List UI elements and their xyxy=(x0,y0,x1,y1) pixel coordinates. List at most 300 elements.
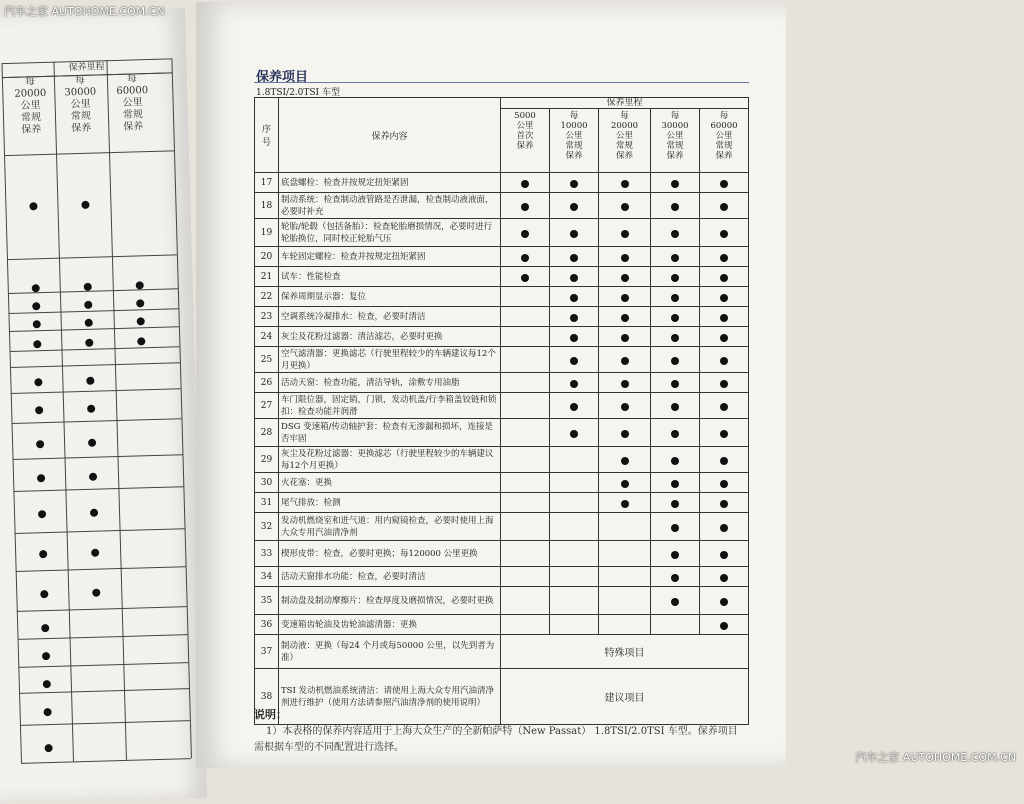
required-dot xyxy=(671,500,679,508)
table-row xyxy=(255,347,749,373)
required-dot xyxy=(621,254,629,262)
required-dot xyxy=(621,230,629,238)
interval-cell xyxy=(700,307,749,327)
row-content: 试车：性能检查 xyxy=(279,267,501,287)
left-required-dot xyxy=(42,652,50,660)
required-dot xyxy=(720,598,728,606)
required-dot xyxy=(720,430,728,438)
table-row xyxy=(255,669,749,725)
required-dot xyxy=(570,180,578,188)
watermark-top-left: 汽车之家 AUTOHOME.COM.CN xyxy=(4,5,165,18)
required-dot xyxy=(570,294,578,302)
interval-cell xyxy=(700,615,749,635)
interval-cell xyxy=(501,493,550,513)
left-required-dot xyxy=(35,406,43,414)
interval-cell xyxy=(700,247,749,267)
table-row xyxy=(255,635,749,669)
interval-cell xyxy=(550,373,599,393)
interval-cell xyxy=(501,567,550,587)
row-number: 38 xyxy=(255,669,279,725)
left-page xyxy=(0,8,207,804)
interval-cell xyxy=(550,287,599,307)
required-dot xyxy=(720,480,728,488)
row-number: 35 xyxy=(255,587,279,615)
left-required-dot xyxy=(89,473,97,481)
required-dot xyxy=(671,230,679,238)
row-content: 制动盘及制动摩擦片：检查厚度及磨损情况，必要时更换 xyxy=(279,587,501,615)
interval-cell xyxy=(550,393,599,419)
interval-cell xyxy=(599,513,651,541)
required-dot xyxy=(720,230,728,238)
left-required-dot xyxy=(32,284,40,292)
interval-cell xyxy=(550,419,599,447)
interval-cell xyxy=(651,373,700,393)
required-dot xyxy=(621,403,629,411)
interval-cell xyxy=(599,307,651,327)
row-content: 空气滤清器：更换滤芯（行驶里程较少的车辆建议每12个月更换） xyxy=(279,347,501,373)
left-required-dot xyxy=(45,744,53,752)
left-required-dot xyxy=(39,550,47,558)
required-dot xyxy=(621,314,629,322)
left-required-dot xyxy=(84,283,92,291)
row-content: 火花塞：更换 xyxy=(279,473,501,493)
interval-cell xyxy=(700,219,749,247)
interval-cell xyxy=(550,247,599,267)
left-required-dot xyxy=(33,320,41,328)
left-table-rule xyxy=(18,634,188,640)
left-table-divider xyxy=(171,58,192,758)
row-content: 灰尘及花粉过滤器：清洁滤芯，必要时更换 xyxy=(279,327,501,347)
row-number: 30 xyxy=(255,473,279,493)
row-content: 变速箱齿轮油及齿轮油滤清器：更换 xyxy=(279,615,501,635)
left-header-band: 保养里程 xyxy=(1,58,171,78)
table-row xyxy=(255,287,749,307)
interval-cell xyxy=(651,219,700,247)
interval-cell xyxy=(651,347,700,373)
interval-cell xyxy=(550,327,599,347)
required-dot xyxy=(671,334,679,342)
required-dot xyxy=(570,254,578,262)
interval-cell xyxy=(651,587,700,615)
left-required-dot xyxy=(43,680,51,688)
left-required-dot xyxy=(91,549,99,557)
required-dot xyxy=(570,334,578,342)
left-required-dot xyxy=(92,589,100,597)
interval-cell xyxy=(501,513,550,541)
table-row xyxy=(255,373,749,393)
interval-cell xyxy=(651,307,700,327)
row-number: 18 xyxy=(255,193,279,219)
interval-cell xyxy=(599,193,651,219)
required-dot xyxy=(570,430,578,438)
interval-cell xyxy=(700,373,749,393)
interval-cell xyxy=(501,541,550,567)
interval-cell xyxy=(651,267,700,287)
interval-cell xyxy=(501,173,550,193)
row-number: 27 xyxy=(255,393,279,419)
interval-cell xyxy=(700,287,749,307)
required-dot xyxy=(570,203,578,211)
required-dot xyxy=(621,180,629,188)
left-table-rule xyxy=(11,388,181,394)
left-required-dot xyxy=(29,202,37,210)
interval-cell xyxy=(501,193,550,219)
required-dot xyxy=(621,357,629,365)
title-rule xyxy=(254,82,749,83)
interval-cell xyxy=(599,219,651,247)
required-dot xyxy=(720,457,728,465)
content-header: 保养内容 xyxy=(279,98,501,173)
required-dot xyxy=(621,203,629,211)
required-dot xyxy=(671,274,679,282)
row-content: 底盘螺栓：检查并按规定扭矩紧固 xyxy=(279,173,501,193)
required-dot xyxy=(720,380,728,388)
row-content: 保养周期显示器：复位 xyxy=(279,287,501,307)
row-content: TSI 发动机燃油系统清洁：请使用上海大众专用汽油清净剂进行维护（使用方法请参照汽油清净剂的使用说明） xyxy=(279,669,501,725)
interval-cell xyxy=(599,373,651,393)
table-row xyxy=(255,513,749,541)
table-row xyxy=(255,193,749,219)
row-number: 25 xyxy=(255,347,279,373)
interval-cell xyxy=(651,541,700,567)
left-required-dot xyxy=(37,474,45,482)
row-content: 空调系统冷凝排水：检查，必要时清洁 xyxy=(279,307,501,327)
interval-cell xyxy=(550,447,599,473)
left-required-dot xyxy=(36,440,44,448)
left-required-dot xyxy=(38,510,46,518)
left-table-rule xyxy=(20,720,190,726)
left-col-head-60000: 每 60000 公里 常规 保养 xyxy=(116,73,149,133)
left-required-dot xyxy=(41,624,49,632)
interval-20000: 每 20000 公里 常规 保养 xyxy=(599,109,651,173)
required-dot xyxy=(720,294,728,302)
interval-cell xyxy=(651,567,700,587)
required-dot xyxy=(621,294,629,302)
interval-cell xyxy=(700,173,749,193)
row-number: 34 xyxy=(255,567,279,587)
table-row xyxy=(255,473,749,493)
interval-cell xyxy=(599,567,651,587)
interval-cell xyxy=(501,287,550,307)
interval-cell xyxy=(700,193,749,219)
required-dot xyxy=(621,380,629,388)
required-dot xyxy=(570,380,578,388)
row-number: 19 xyxy=(255,219,279,247)
interval-cell xyxy=(501,327,550,347)
table-row xyxy=(255,307,749,327)
interval-cell xyxy=(599,473,651,493)
left-required-dot xyxy=(81,201,89,209)
interval-cell xyxy=(501,393,550,419)
required-dot xyxy=(671,457,679,465)
interval-cell xyxy=(651,287,700,307)
row-number: 22 xyxy=(255,287,279,307)
required-dot xyxy=(671,294,679,302)
interval-cell xyxy=(700,473,749,493)
left-required-dot xyxy=(137,337,145,345)
row-content: 发动机燃烧室和进气道：用内窥镜检查，必要时使用上海大众专用汽油清净剂 xyxy=(279,513,501,541)
interval-cell xyxy=(550,567,599,587)
left-required-dot xyxy=(87,405,95,413)
interval-cell xyxy=(700,447,749,473)
interval-cell xyxy=(550,173,599,193)
interval-cell xyxy=(550,513,599,541)
left-col-head-30000: 每 30000 公里 常规 保养 xyxy=(64,74,97,135)
left-required-dot xyxy=(88,439,96,447)
table-row xyxy=(255,419,749,447)
interval-cell xyxy=(700,267,749,287)
row-content: 制动系统：检查制动液管路是否泄漏，检查制动液液面，必要时补充 xyxy=(279,193,501,219)
required-dot xyxy=(720,524,728,532)
left-required-dot xyxy=(43,708,51,716)
required-dot xyxy=(621,430,629,438)
row-content: 车门限位器，固定销，门锁，发动机盖/行李箱盖铰链和锁扣：检查功能并润滑 xyxy=(279,393,501,419)
interval-cell xyxy=(651,327,700,347)
interval-cell xyxy=(501,219,550,247)
required-dot xyxy=(671,357,679,365)
interval-cell xyxy=(550,219,599,247)
interval-cell xyxy=(651,447,700,473)
interval-cell xyxy=(599,347,651,373)
interval-cell xyxy=(599,287,651,307)
interval-cell xyxy=(700,567,749,587)
left-col-head-20000: 每 20000 公里 常规 保养 xyxy=(14,76,47,136)
interval-cell xyxy=(599,447,651,473)
interval-5000: 5000 公里 首次 保养 xyxy=(501,109,550,173)
interval-cell xyxy=(550,541,599,567)
left-required-dot xyxy=(86,377,94,385)
left-table-divider xyxy=(106,60,127,760)
interval-cell xyxy=(550,347,599,373)
required-dot xyxy=(521,274,529,282)
interval-cell xyxy=(599,541,651,567)
row-content: 尾气排放：检测 xyxy=(279,493,501,513)
left-required-dot xyxy=(40,590,48,598)
table-row xyxy=(255,615,749,635)
table-row xyxy=(255,567,749,587)
left-table-rule xyxy=(4,150,174,156)
required-dot xyxy=(671,574,679,582)
left-required-dot xyxy=(85,319,93,327)
interval-cell xyxy=(501,247,550,267)
required-dot xyxy=(621,334,629,342)
row-number: 29 xyxy=(255,447,279,473)
interval-cell xyxy=(550,493,599,513)
left-table-divider xyxy=(1,63,22,763)
left-table-rule xyxy=(13,486,183,492)
interval-cell xyxy=(599,393,651,419)
notes-line-1: 1）本表格的保养内容适用于上海大众生产的全新帕萨特（New Passat） 1.8TSI/2.0TSI 车型。保养项目 xyxy=(266,726,738,737)
interval-10000: 每 10000 公里 常规 保养 xyxy=(550,109,599,173)
right-page xyxy=(196,2,786,768)
row-number: 31 xyxy=(255,493,279,513)
row-content: 楔形皮带：检查，必要时更换；每120000 公里更换 xyxy=(279,541,501,567)
interval-cell xyxy=(651,513,700,541)
interval-cell xyxy=(599,267,651,287)
table-row xyxy=(255,173,749,193)
watermark-bottom-right: 汽车之家 AUTOHOME.COM.CN xyxy=(855,751,1016,764)
required-dot xyxy=(720,357,728,365)
required-dot xyxy=(671,598,679,606)
left-table-rule xyxy=(13,454,183,460)
required-dot xyxy=(720,254,728,262)
row-number: 21 xyxy=(255,267,279,287)
required-dot xyxy=(720,551,728,559)
interval-cell xyxy=(501,587,550,615)
required-dot xyxy=(720,314,728,322)
interval-cell xyxy=(550,307,599,327)
notes-title: 说明： xyxy=(254,708,287,721)
required-dot xyxy=(671,203,679,211)
left-required-dot xyxy=(90,509,98,517)
table-row xyxy=(255,267,749,287)
required-dot xyxy=(521,180,529,188)
interval-cell xyxy=(599,173,651,193)
row-number: 20 xyxy=(255,247,279,267)
required-dot xyxy=(720,622,728,630)
required-dot xyxy=(671,180,679,188)
interval-cell xyxy=(599,615,651,635)
required-dot xyxy=(671,254,679,262)
required-dot xyxy=(720,203,728,211)
interval-cell xyxy=(651,473,700,493)
interval-cell xyxy=(599,327,651,347)
row-number: 26 xyxy=(255,373,279,393)
required-dot xyxy=(621,480,629,488)
interval-cell xyxy=(700,347,749,373)
interval-cell xyxy=(599,493,651,513)
required-dot xyxy=(570,230,578,238)
left-table-divider xyxy=(53,62,74,762)
required-dot xyxy=(521,203,529,211)
interval-cell xyxy=(550,193,599,219)
interval-cell xyxy=(501,419,550,447)
model-subtitle: 1.8TSI/2.0TSI 车型 xyxy=(256,88,340,98)
interval-cell xyxy=(599,419,651,447)
required-dot xyxy=(570,314,578,322)
left-required-dot xyxy=(34,378,42,386)
interval-cell xyxy=(700,493,749,513)
row-content: 活动天窗排水功能：检查，必要时清洁 xyxy=(279,567,501,587)
interval-cell xyxy=(599,587,651,615)
row-content: 轮胎/轮毂（包括备胎）：检查轮胎磨损情况，必要时进行轮胎换位，同时校正轮胎气压 xyxy=(279,219,501,247)
table-row xyxy=(255,447,749,473)
seq-header: 序 号 xyxy=(255,98,279,173)
interval-cell xyxy=(550,615,599,635)
table-row xyxy=(255,327,749,347)
required-dot xyxy=(720,180,728,188)
left-table-rule xyxy=(12,418,182,424)
maintenance-table-body xyxy=(255,173,749,725)
interval-cell xyxy=(651,173,700,193)
interval-cell xyxy=(651,615,700,635)
left-table-rule xyxy=(16,566,186,572)
left-table-rule xyxy=(18,662,188,668)
left-table-rule xyxy=(19,688,189,694)
required-dot xyxy=(720,500,728,508)
required-dot xyxy=(671,524,679,532)
interval-cell xyxy=(700,541,749,567)
left-required-dot xyxy=(136,281,144,289)
row-number: 37 xyxy=(255,635,279,669)
left-table-rule xyxy=(21,758,191,764)
required-dot xyxy=(671,551,679,559)
required-dot xyxy=(671,380,679,388)
interval-cell xyxy=(501,307,550,327)
special-item-label: 特殊项目 xyxy=(501,635,749,669)
required-dot xyxy=(570,274,578,282)
row-content: 制动液：更换（每24 个月或每50000 公里，以先到者为准） xyxy=(279,635,501,669)
interval-cell xyxy=(501,267,550,287)
special-item-label: 建议项目 xyxy=(501,669,749,725)
left-required-dot xyxy=(85,339,93,347)
required-dot xyxy=(521,254,529,262)
table-row xyxy=(255,541,749,567)
notes-line-2: 需根据车型的不同配置进行选择。 xyxy=(254,742,404,753)
mileage-header: 保养里程 xyxy=(501,98,749,109)
required-dot xyxy=(621,500,629,508)
row-number: 23 xyxy=(255,307,279,327)
interval-30000: 每 30000 公里 常规 保养 xyxy=(651,109,700,173)
left-table-rule xyxy=(10,362,180,368)
required-dot xyxy=(720,574,728,582)
required-dot xyxy=(621,274,629,282)
required-dot xyxy=(521,230,529,238)
row-content: 车轮固定螺栓：检查并按规定扭矩紧固 xyxy=(279,247,501,267)
required-dot xyxy=(621,457,629,465)
table-row xyxy=(255,587,749,615)
interval-cell xyxy=(550,473,599,493)
interval-cell xyxy=(501,373,550,393)
left-page-table xyxy=(0,58,171,136)
required-dot xyxy=(570,357,578,365)
row-content: 灰尘及花粉过滤器：更换滤芯（行驶里程较少的车辆建议每12个月更换） xyxy=(279,447,501,473)
interval-cell xyxy=(501,473,550,493)
required-dot xyxy=(720,334,728,342)
left-required-dot xyxy=(136,299,144,307)
interval-cell xyxy=(651,419,700,447)
interval-cell xyxy=(599,247,651,267)
interval-cell xyxy=(651,493,700,513)
interval-cell xyxy=(651,193,700,219)
required-dot xyxy=(720,403,728,411)
table-row xyxy=(255,247,749,267)
interval-cell xyxy=(550,587,599,615)
row-content: DSG 变速箱/传动轴护套：检查有无渗漏和损坏，连接是否牢固 xyxy=(279,419,501,447)
interval-cell xyxy=(651,393,700,419)
row-number: 17 xyxy=(255,173,279,193)
required-dot xyxy=(570,403,578,411)
required-dot xyxy=(671,430,679,438)
left-required-dot xyxy=(33,340,41,348)
interval-cell xyxy=(501,347,550,373)
left-table-rule xyxy=(7,254,177,260)
interval-cell xyxy=(700,327,749,347)
left-table-rule xyxy=(17,606,187,612)
left-table-rule xyxy=(15,528,185,534)
interval-cell xyxy=(700,393,749,419)
required-dot xyxy=(671,480,679,488)
row-number: 24 xyxy=(255,327,279,347)
required-dot xyxy=(671,403,679,411)
interval-cell xyxy=(700,513,749,541)
row-number: 32 xyxy=(255,513,279,541)
interval-cell xyxy=(651,247,700,267)
row-number: 33 xyxy=(255,541,279,567)
interval-cell xyxy=(501,447,550,473)
required-dot xyxy=(671,314,679,322)
interval-cell xyxy=(700,587,749,615)
